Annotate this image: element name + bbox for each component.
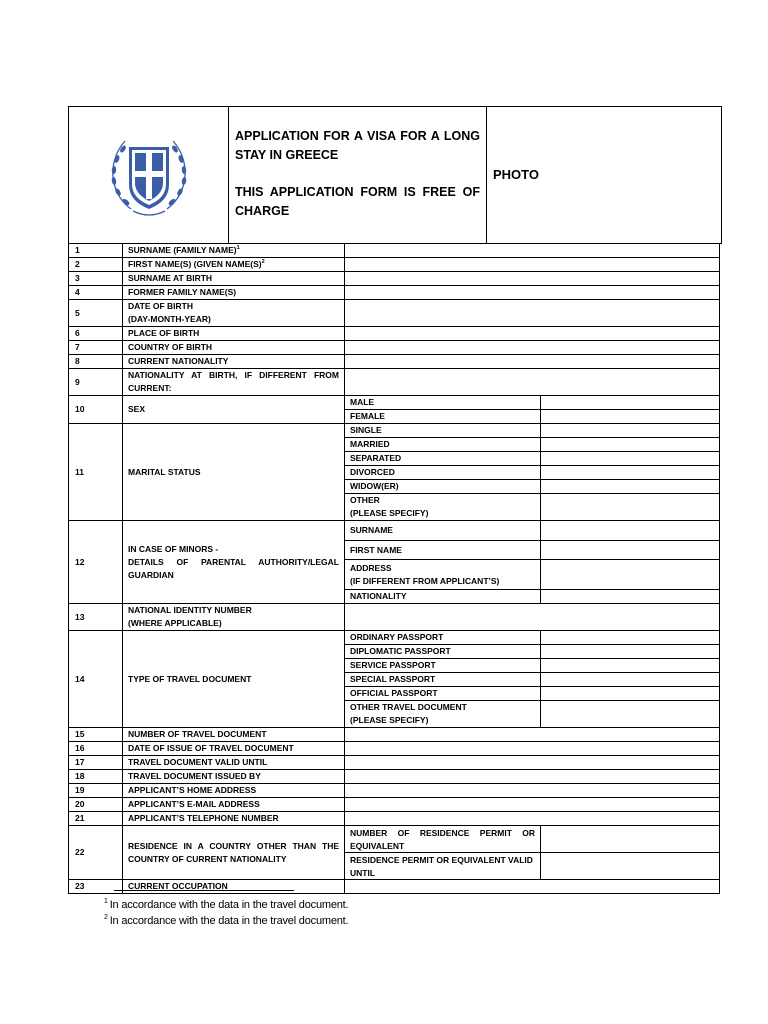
option-label: OFFICIAL PASSPORT (345, 687, 541, 701)
option-label: FEMALE (345, 410, 541, 424)
form-title-main: APPLICATION FOR A VISA FOR A LONG STAY IN GREECE (235, 129, 480, 162)
application-form-table (68, 243, 720, 894)
surname-at-birth-field[interactable] (345, 272, 720, 286)
form-row-9 (69, 369, 720, 396)
option-label: SERVICE PASSPORT (345, 659, 541, 673)
form-row-20 (69, 798, 720, 812)
date-of-birth-field[interactable] (345, 300, 720, 327)
form-row-5 (69, 300, 720, 327)
row-label: PLACE OF BIRTH (123, 327, 345, 341)
option-label: WIDOW(ER) (345, 480, 541, 494)
row-number: 14 (69, 631, 123, 728)
form-row-2 (69, 258, 720, 272)
option-label: SINGLE (345, 424, 541, 438)
travel-doc-issue-date-field[interactable] (345, 742, 720, 756)
row-label: NATIONALITY AT BIRTH, IF DIFFERENT FROM CURRENT: (123, 369, 345, 396)
form-row-8 (69, 355, 720, 369)
form-row-4 (69, 286, 720, 300)
row-number: 23 (69, 880, 123, 894)
home-address-field[interactable] (345, 784, 720, 798)
form-row-1 (69, 244, 720, 258)
row-label: TRAVEL DOCUMENT ISSUED BY (123, 770, 345, 784)
row-label: TRAVEL DOCUMENT VALID UNTIL (123, 756, 345, 770)
first-names-field[interactable] (345, 258, 720, 272)
row-number: 17 (69, 756, 123, 770)
row-number: 9 (69, 369, 123, 396)
sex-male-checkbox[interactable] (541, 396, 720, 410)
option-label: SEPARATED (345, 452, 541, 466)
marital-single-checkbox[interactable] (541, 424, 720, 438)
guardian-first-name-field[interactable] (541, 541, 720, 560)
form-row-11 (69, 424, 720, 438)
travel-doc-valid-until-field[interactable] (345, 756, 720, 770)
row-label: APPLICANT’S HOME ADDRESS (123, 784, 345, 798)
emblem-cell (69, 107, 229, 243)
residence-permit-number-field[interactable] (541, 826, 719, 852)
row-number: 21 (69, 812, 123, 826)
telephone-field[interactable] (345, 812, 720, 826)
row-number: 5 (69, 300, 123, 327)
form-header (68, 106, 722, 244)
row-label: NUMBER OF TRAVEL DOCUMENT (123, 728, 345, 742)
form-row-16 (69, 742, 720, 756)
option-label: MALE (345, 396, 541, 410)
former-family-name-field[interactable] (345, 286, 720, 300)
form-row-12 (69, 521, 720, 541)
row-label: APPLICANT’S TELEPHONE NUMBER (123, 812, 345, 826)
row-number: 4 (69, 286, 123, 300)
option-label: MARRIED (345, 438, 541, 452)
form-row-6 (69, 327, 720, 341)
row-label: NATIONAL IDENTITY NUMBER (WHERE APPLICABLE) (123, 604, 345, 631)
photo-box[interactable] (487, 107, 721, 243)
greek-coat-of-arms-icon (101, 127, 197, 223)
doc-service-checkbox[interactable] (541, 659, 720, 673)
guardian-first-name-label: FIRST NAME (345, 541, 541, 560)
form-row-19 (69, 784, 720, 798)
residence-permit-valid-label: RESIDENCE PERMIT OR EQUIVALENT VALID UNTIL (345, 853, 541, 879)
marital-widow-checkbox[interactable] (541, 480, 720, 494)
footnote-divider (114, 890, 294, 891)
option-label: ORDINARY PASSPORT (345, 631, 541, 645)
row-label: IN CASE OF MINORS - DETAILS OF PARENTAL AUTHORITY/LEGAL GUARDIAN (123, 521, 345, 604)
row-number: 22 (69, 826, 123, 880)
residence-permit-number-cell (345, 826, 720, 853)
form-row-22 (69, 826, 720, 853)
row-number: 6 (69, 327, 123, 341)
option-label: DIPLOMATIC PASSPORT (345, 645, 541, 659)
row-label: FORMER FAMILY NAME(S) (123, 286, 345, 300)
doc-other-field[interactable] (541, 701, 720, 728)
row-number: 18 (69, 770, 123, 784)
form-row-13 (69, 604, 720, 631)
row-number: 3 (69, 272, 123, 286)
form-title (229, 107, 487, 243)
national-id-field[interactable] (345, 604, 720, 631)
marital-separated-checkbox[interactable] (541, 452, 720, 466)
email-field[interactable] (345, 798, 720, 812)
form-row-21 (69, 812, 720, 826)
form-row-15 (69, 728, 720, 742)
form-row-10 (69, 396, 720, 410)
option-label: OTHER (PLEASE SPECIFY) (345, 494, 541, 521)
row-number: 12 (69, 521, 123, 604)
row-number: 13 (69, 604, 123, 631)
marital-other-field[interactable] (541, 494, 720, 521)
row-label: RESIDENCE IN A COUNTRY OTHER THAN THE COUNTRY OF CURRENT NATIONALITY (123, 826, 345, 880)
guardian-address-field[interactable] (541, 560, 720, 590)
residence-permit-number-label: NUMBER OF RESIDENCE PERMIT OR EQUIVALENT (345, 826, 541, 852)
form-row-7 (69, 341, 720, 355)
guardian-nationality-label: NATIONALITY (345, 590, 541, 604)
sex-female-checkbox[interactable] (541, 410, 720, 424)
row-label: CURRENT NATIONALITY (123, 355, 345, 369)
current-nationality-field[interactable] (345, 355, 720, 369)
row-label: SEX (123, 396, 345, 424)
doc-diplomatic-checkbox[interactable] (541, 645, 720, 659)
doc-special-checkbox[interactable] (541, 673, 720, 687)
guardian-address-label: ADDRESS (IF DIFFERENT FROM APPLICANT’S) (345, 560, 541, 590)
residence-permit-valid-cell (345, 853, 720, 880)
row-label: DATE OF ISSUE OF TRAVEL DOCUMENT (123, 742, 345, 756)
row-label: APPLICANT’S E-MAIL ADDRESS (123, 798, 345, 812)
option-label: DIVORCED (345, 466, 541, 480)
residence-permit-valid-field[interactable] (541, 853, 719, 879)
marital-divorced-checkbox[interactable] (541, 466, 720, 480)
footnote-2: $^2$ In accordance with the data in the travel document. (104, 914, 349, 927)
row-label: MARITAL STATUS (123, 424, 345, 521)
row-number: 10 (69, 396, 123, 424)
row-label: SURNAME AT BIRTH (123, 272, 345, 286)
row-number: 1 (69, 244, 123, 258)
doc-official-checkbox[interactable] (541, 687, 720, 701)
marital-married-checkbox[interactable] (541, 438, 720, 452)
doc-ordinary-checkbox[interactable] (541, 631, 720, 645)
row-number: 20 (69, 798, 123, 812)
option-label: SPECIAL PASSPORT (345, 673, 541, 687)
row-label: SURNAME (FAMILY NAME)$^1$ (123, 244, 345, 258)
row-number: 7 (69, 341, 123, 355)
form-title-free: THIS APPLICATION FORM IS FREE OF CHARGE (235, 185, 480, 218)
option-label: OTHER TRAVEL DOCUMENT (PLEASE SPECIFY) (345, 701, 541, 728)
travel-doc-issued-by-field[interactable] (345, 770, 720, 784)
row-number: 8 (69, 355, 123, 369)
row-label: COUNTRY OF BIRTH (123, 341, 345, 355)
nationality-at-birth-field[interactable] (345, 369, 720, 396)
form-row-18 (69, 770, 720, 784)
row-number: 19 (69, 784, 123, 798)
guardian-surname-field[interactable] (541, 521, 720, 541)
place-of-birth-field[interactable] (345, 327, 720, 341)
country-of-birth-field[interactable] (345, 341, 720, 355)
form-row-14 (69, 631, 720, 645)
form-row-23 (69, 880, 720, 894)
row-label: DATE OF BIRTH (DAY-MONTH-YEAR) (123, 300, 345, 327)
form-row-17 (69, 756, 720, 770)
guardian-nationality-field[interactable] (541, 590, 720, 604)
surname-field[interactable] (345, 244, 720, 258)
current-occupation-field[interactable] (345, 880, 720, 894)
row-number: 11 (69, 424, 123, 521)
photo-label: PHOTO (493, 167, 539, 182)
row-label: CURRENT OCCUPATION (123, 880, 345, 894)
form-row-3 (69, 272, 720, 286)
guardian-surname-label: SURNAME (345, 521, 541, 541)
row-number: 2 (69, 258, 123, 272)
row-number: 16 (69, 742, 123, 756)
row-label: FIRST NAME(S) (GIVEN $NAME(S)^2$ (123, 258, 345, 272)
footnote-1: $^1$ In accordance with the data in the travel document. (104, 898, 349, 911)
travel-doc-number-field[interactable] (345, 728, 720, 742)
row-number: 15 (69, 728, 123, 742)
row-label: TYPE OF TRAVEL DOCUMENT (123, 631, 345, 728)
